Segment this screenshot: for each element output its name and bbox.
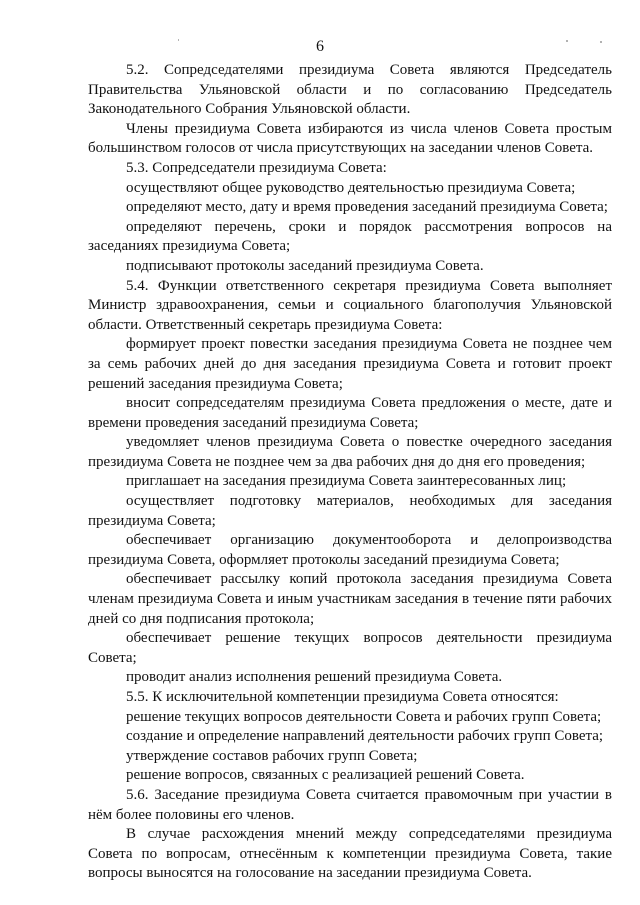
paragraph: определяют перечень, сроки и порядок рассмотрения вопросов на заседаниях президиума Совета; <box>88 218 612 255</box>
paragraph: создание и определение направлений деятельности рабочих групп Совета; <box>126 728 604 745</box>
paragraph: проводит анализ исполнения решений президиума Совета. <box>126 669 503 686</box>
paragraph: решение вопросов, связанных с реализацией решений Совета. <box>126 767 525 784</box>
paragraph: уведомляет членов президиума Совета о повестке очередного заседания президиума Совета не позднее чем за два рабочих дня до дня его проведения; <box>88 434 612 470</box>
paragraph: обеспечивает рассылку копий протокола заседания президиума Совета членам президиума Совета и иным участникам заседания в течение пяти рабочих дней со дня подписания протокола; <box>88 571 612 627</box>
paragraph: определяют место, дату и время проведения заседаний президиума Совета; <box>126 199 608 216</box>
paragraph: 5.5. К исключительной компетенции президиума Совета относятся: <box>126 689 559 705</box>
paragraph: осуществляют общее руководство деятельностью президиума Совета; <box>126 179 576 196</box>
document-body <box>88 61 612 884</box>
page-number: 6 <box>316 38 324 55</box>
paragraph: обеспечивает решение текущих вопросов деятельности президиума Совета; <box>88 630 612 666</box>
paragraph: 5.2. Сопредседателями президиума Совета являются Председатель Правительства Ульяновской области и по согласованию Председатель Законодательного Собрания Ульяновской области. <box>88 62 612 118</box>
paragraph: 5.6. Заседание президиума Совета считается правомочным при участии в нём более половины его членов. <box>88 786 612 823</box>
paragraph: приглашает на заседания президиума Совета заинтересованных лиц; <box>126 473 567 490</box>
paragraph: формирует проект повестки заседания президиума Совета не позднее чем за семь рабочих дней до дня заседания президиума Совета и готовит проект решений заседания президиума Совета; <box>88 336 612 392</box>
paragraph: В случае расхождения мнений между сопредседателями президиума Совета по вопросам, отнесённым к компетенции президиума Совета, такие вопросы выносятся на голосование на заседании президиума Совета. <box>88 826 612 882</box>
paragraph: 5.3. Сопредседатели президиума Совета: <box>126 159 387 176</box>
paragraph: решение текущих вопросов деятельности Совета и рабочих групп Совета; <box>126 708 602 725</box>
paragraph: 5.4. Функции ответственного секретаря президиума Совета выполняет Министр здравоохранения, семьи и социального благополучия Ульяновской области. Ответственный секретарь президиума Совета: <box>88 277 612 333</box>
paragraph: обеспечивает организацию документооборота и делопроизводства президиума Совета, оформляет протоколы заседаний президиума Совета; <box>88 532 612 568</box>
paragraph: вносит сопредседателям президиума Совета предложения о месте, дате и времени проведения заседаний президиума Совета; <box>88 395 612 431</box>
paragraph: подписывают протоколы заседаний президиума Совета. <box>126 257 484 274</box>
paragraph: утверждение составов рабочих групп Совета; <box>126 747 418 764</box>
paragraph: Члены президиума Совета избираются из числа членов Совета простым большинством голосов от числа присутствующих на заседании членов Совета. <box>88 120 612 157</box>
paragraph: осуществляет подготовку материалов, необходимых для заседания президиума Совета; <box>88 493 612 529</box>
